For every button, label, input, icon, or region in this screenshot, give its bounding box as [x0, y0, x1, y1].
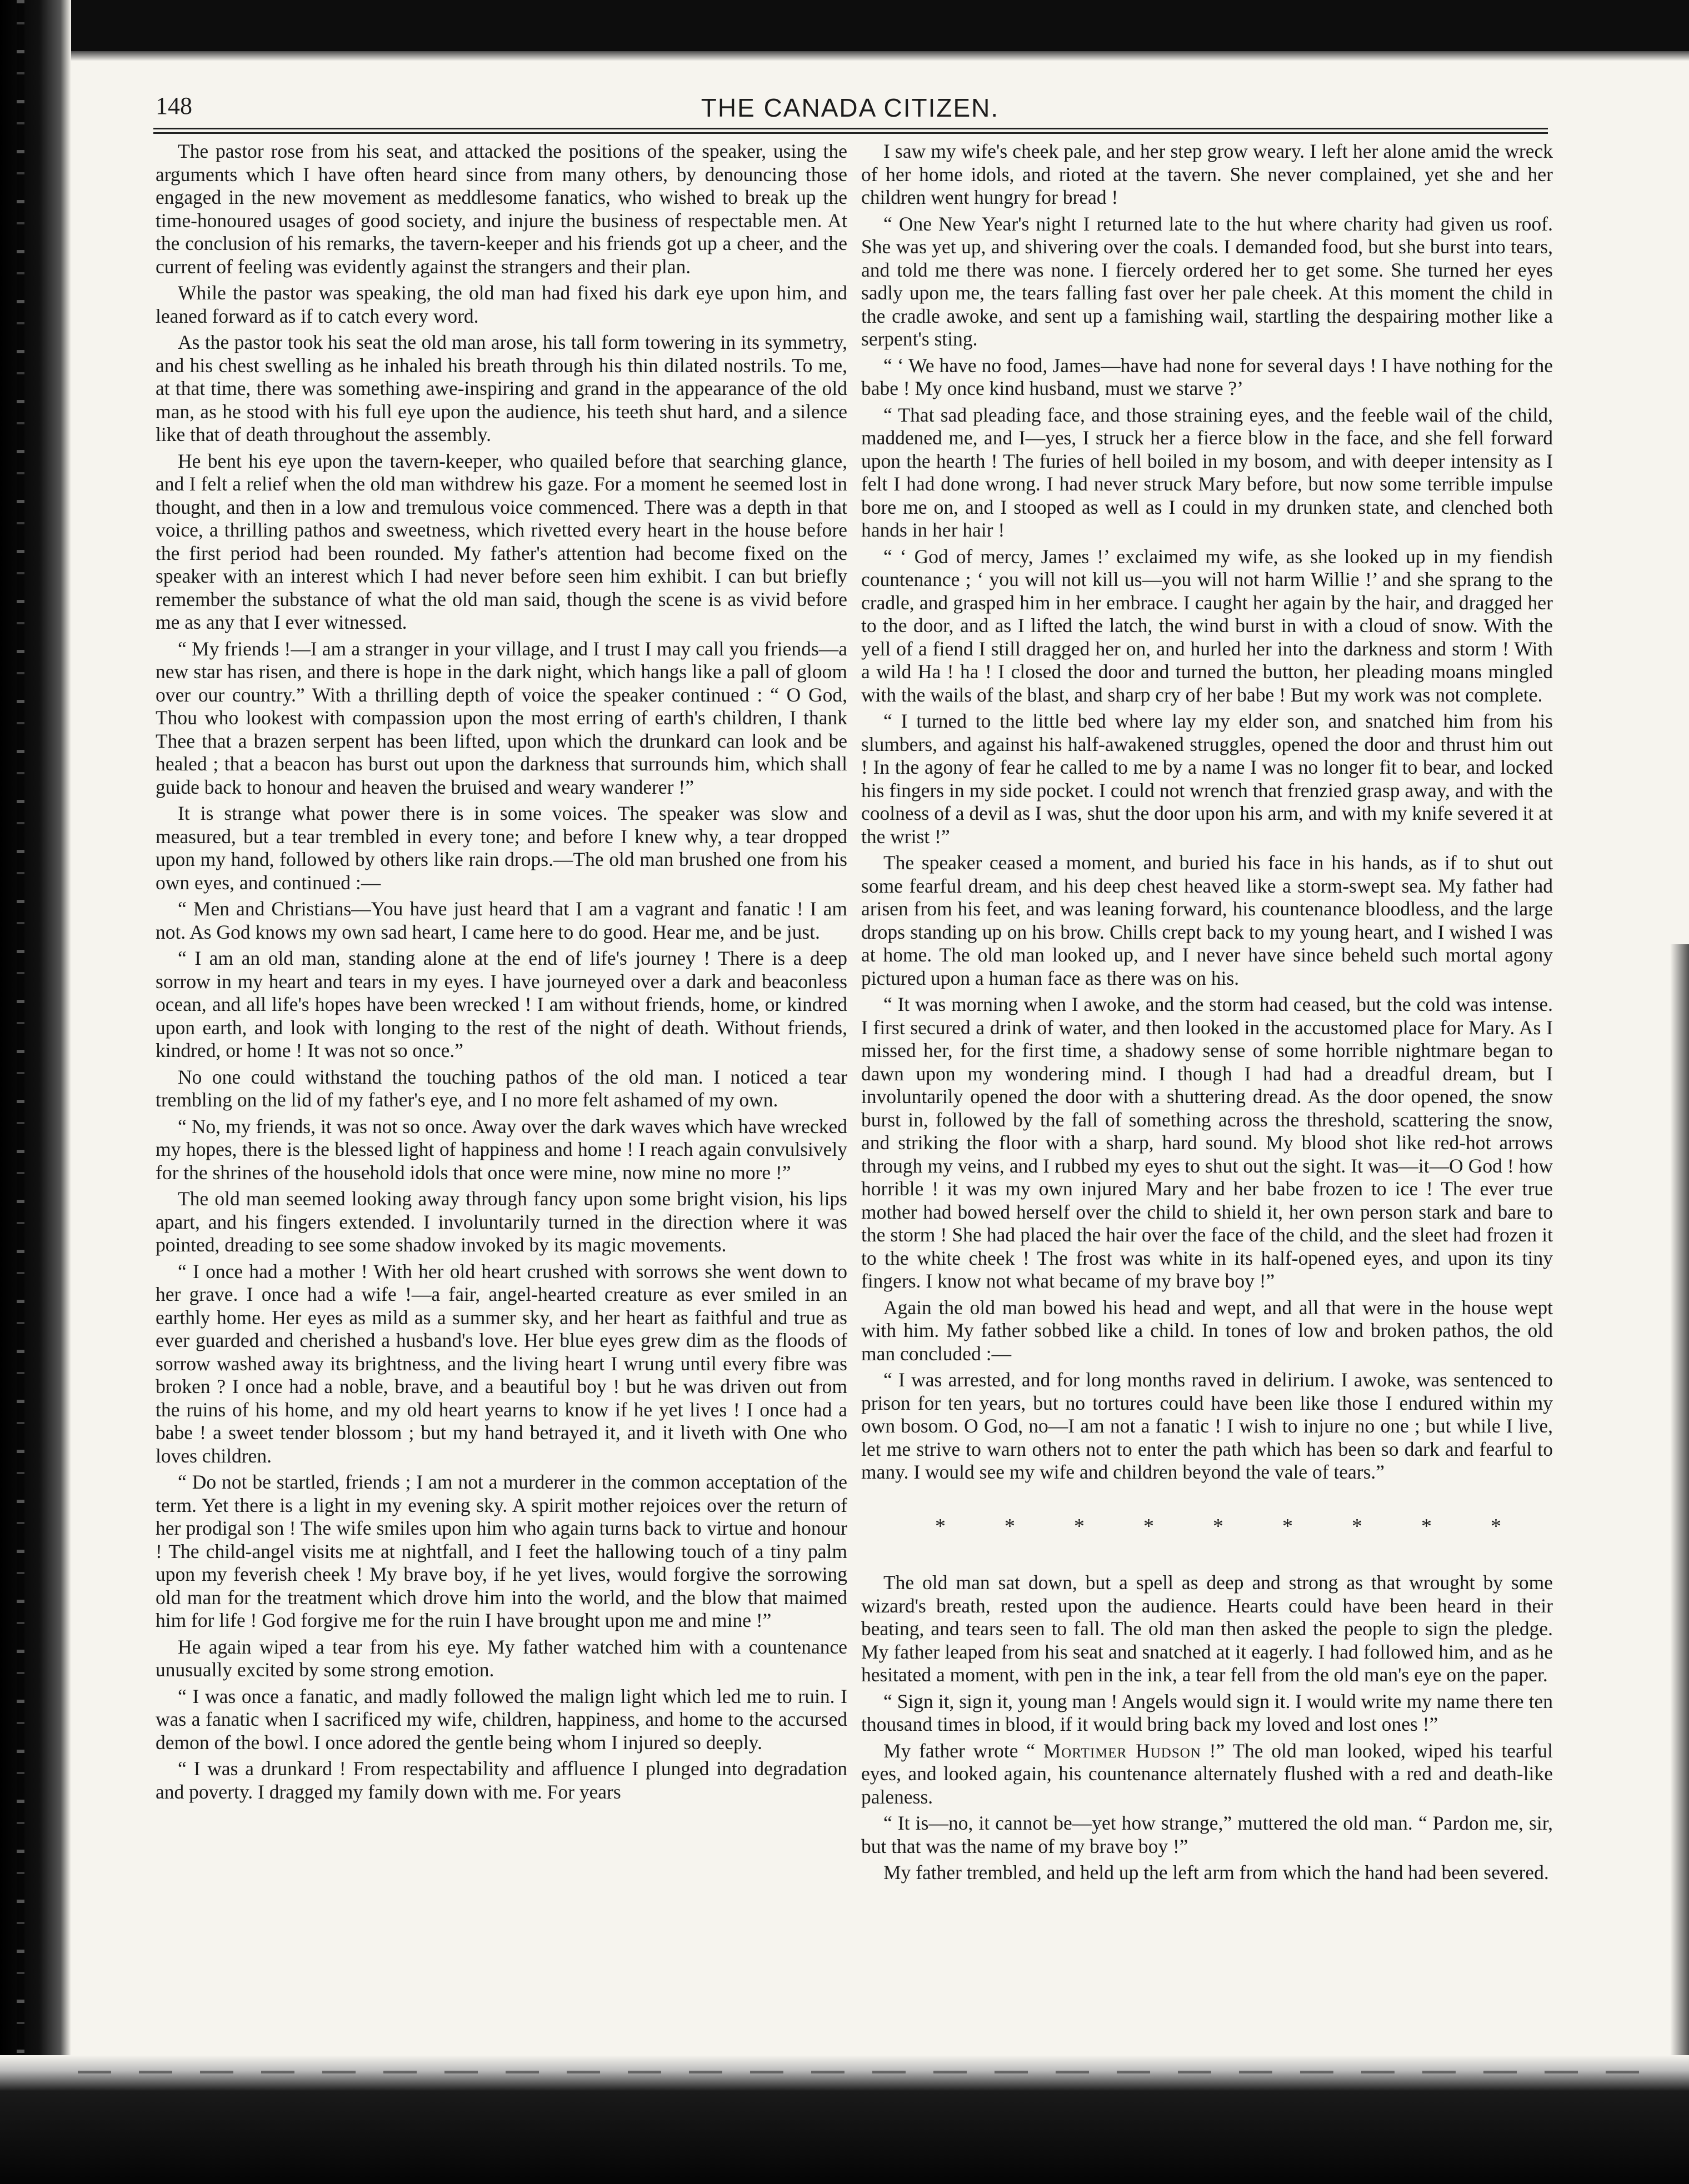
asterisk: *: [1491, 1514, 1501, 1538]
paragraph: “ One New Year's night I returned late to the hut where charity had given us roof. She was yet up, and shivering over the coals. I demanded food, but she burst into tears, and told me there was none. I fiercely ordered her to get some. She turned her eyes sadly upon me, the tears falling fast over her pale cheek. At this moment the child in the cradle awoke, and sent up a famishing wail, startling the despairing mother like a serpent's sting.: [861, 212, 1553, 350]
paragraph: “ My friends !—I am a stranger in your village, and I trust I may call you friends—a new star has risen, and there is hope in the dark night, which hangs like a pall of gloom over our country.” With a thrilling depth of voice the speaker continued : “ O God, Thou who lookest with compassion upon the most erring of earth's children, I thank Thee that a brazen serpent has been lifted, upon which the drunkard can look and be healed ; that a beacon has burst out upon the darkness that surrounds him, which shall guide back to honour and heaven the bruised and weary wanderer !”: [156, 637, 847, 798]
asterisk: *: [1005, 1514, 1015, 1538]
asterisk: *: [1282, 1514, 1293, 1538]
paragraph: “ No, my friends, it was not so once. Away over the dark waves which have wrecked my hopes, there is the blessed light of happiness and home ! I reach again convulsively for the shrines of the household idols that once were mine, now mine no more !”: [156, 1115, 847, 1184]
paragraph: My father trembled, and held up the left arm from which the hand had been severed.: [883, 1861, 1549, 1884]
story-conclusion: [861, 1571, 1553, 1736]
paragraph: “ ‘ We have no food, James—have had none for several days ! I have nothing for the babe ! My once kind husband, must we starve ?’: [861, 354, 1553, 399]
paragraph: “ I was arrested, and for long months raved in delirium. I awoke, was sentenced to prison for ten years, but no tortures could have been like those I endured within my own bosom. O God, no—I am not a fanatic ! I wish to injure no one ; but while I live, let me strive to warn others not to enter the path which has been so dark and fearful to many. I would see my wife and children beyond the vale of tears.”: [861, 1369, 1553, 1483]
paragraph: Again the old man bowed his head and wept, and all that were in the house wept with him. My father sobbed like a child. In tones of low and broken pathos, the old man concluded :—: [861, 1296, 1553, 1365]
paragraph: “ I once had a mother ! With her old heart crushed with sorrows she went down to her grave. I once had a wife !—a fair, angel-hearted creature as ever smiled in an earthly home. Her eyes as mild as a summer sky, and her heart as faithful and true as ever guarded and cherished a husband's love. Her blue eyes grew dim as the floods of sorrow washed away its brightness, and the living heart I wrung until every fibre was broken ? I once had a noble, brave, and a beautiful boy ! but he was driven out from the ruins of his home, and my old heart yearns to know if he yet lives ! I once had a babe ! a sweet tender blossom ; but my hand betrayed it, and it liveth with One who loves children.: [156, 1260, 847, 1467]
paragraph: He bent his eye upon the tavern-keeper, who quailed before that searching glance, and I felt a relief when the old man withdrew his gaze. For a moment he seemed lost in thought, and then in a low and tremulous voice commenced. There was a depth in that voice, a thrilling pathos and sweetness, which rivetted every heart in the house before the first period had been rounded. My father's attention had become fixed on the speaker with an interest which I had never before seen him exhibit. I can but briefly remember the substance of what the old man said, though the scene is as vivid before me as any that I ever witnessed.: [156, 449, 847, 633]
right-text-column: [861, 140, 1553, 1888]
paragraph: “ I am an old man, standing alone at the end of life's journey ! There is a deep sorrow in my heart and tears in my eyes. I have journeyed over a dark and beaconless ocean, and all life's hopes have been wrecked ! I am without friends, home, or kindred upon earth, and look with longing to the rest of the night of death. Without friends, kindred, or home ! It was not so once.”: [156, 947, 847, 1061]
scan-bottom-border: [0, 2055, 1689, 2184]
scan-top-border: [0, 0, 1689, 51]
signed-name: Mortimer Hudson: [1043, 1739, 1201, 1762]
page-header: [156, 92, 1545, 131]
signature-paragraph: My father wrote “ Mortimer Hudson !” The old man looked, wiped his tearful eyes, and looked again, his countenance alternately flushed with a red and death-like paleness.: [861, 1739, 1553, 1808]
asterisk: *: [1352, 1514, 1362, 1538]
asterisk: *: [1421, 1514, 1432, 1538]
page-number: 148: [156, 92, 192, 119]
paragraph: “ I was once a fanatic, and madly followed the malign light which led me to ruin. I was a fanatic when I sacrificed my wife, children, happiness, and home to the accursed demon of the bowl. I once adored the gentle being whom I injured so deeply.: [156, 1685, 847, 1754]
paragraph: No one could withstand the touching pathos of the old man. I noticed a tear trembling on the lid of my father's eye, and I no more felt ashamed of my own.: [156, 1065, 847, 1111]
paragraph: “ It was morning when I awoke, and the storm had ceased, but the cold was intense. I first secured a drink of water, and then looked in the accustomed place for Mary. As I missed her, for the first time, a shadowy sense of some horrible nightmare began to dawn upon my wondering mind. I though I had had a dreadful dream, but I involuntarily opened the door with a shuttering dread. As the door opened, the snow burst in, followed by the fall of something across the threshold, scattering the snow, and striking the floor with a sharp, hard sound. My blood shot like red-hot arrows through my veins, and I rubbed my eyes to shut out the sight. It was—it—O God ! how horrible ! it was my own injured Mary and her babe frozen to ice ! The ever true mother had bowed herself over the child to shield it, her own person stark and bare to the storm ! She had placed the hair over the face of the child, and the sleet had frozen it to the white cheek ! The frost was white in its half-opened eyes, and upon its tiny fingers. I know not what became of my brave boy !”: [861, 993, 1553, 1292]
asterisk: *: [1074, 1514, 1085, 1538]
left-text-column: [156, 140, 847, 1807]
asterisk: *: [935, 1514, 946, 1538]
paragraph: It is strange what power there is in some voices. The speaker was slow and measured, but a tear trembled in every tone; and before I knew why, a tear dropped upon my hand, followed by others like rain drops.—The old man brushed one from his own eyes, and continued :—: [156, 802, 847, 894]
paragraph: “ I was a drunkard ! From respectability and affluence I plunged into degradation and poverty. I dragged my family down with me. For years: [156, 1757, 847, 1803]
paragraph: “ Sign it, sign it, young man ! Angels would sign it. I would write my name there ten thousand times in blood, if it would bring back my loved and lost ones !”: [861, 1690, 1553, 1735]
scan-top-shadow: [0, 51, 1689, 61]
story-continuation: [861, 140, 1553, 1484]
paragraph: The old man seemed looking away through fancy upon some bright vision, his lips apart, and his fingers extended. I involuntarily turned in the direction where it was pointed, dreading to see some shadow invoked by its magic movements.: [156, 1188, 847, 1256]
paragraph: The pastor rose from his seat, and attacked the positions of the speaker, using the arguments which I have often heard since from many others, by denouncing those engaged in the new movement as meddlesome fanatics, who wished to break up the time-honoured usages of good society, and injure the business of respectable men. At the conclusion of his remarks, the tavern-keeper and his friends got up a cheer, and the current of feeling was evidently against the strangers and their plan.: [156, 140, 847, 278]
header-rule-bottom: [153, 132, 1548, 134]
paragraph: “ Do not be startled, friends ; I am not a murderer in the common acceptation of the term. Yet there is a light in my evening sky. A spirit mother rejoices over the return of her prodigal son ! The wife smiles upon him who again turns back to virtue and honour ! The child-angel visits me at nightfall, and I feet the hallowing touch of a tiny palm upon my feverish cheek ! My brave boy, if he yet lives, would forgive the sorrowing old man for the treatment which drove him into the world, and the blow that maimed him for life ! God forgive me for the ruin I have brought upon me and mine !”: [156, 1471, 847, 1631]
story-ending: [861, 1812, 1553, 1885]
paragraph: While the pastor was speaking, the old man had fixed his dark eye upon him, and leaned forward as if to catch every word.: [156, 282, 847, 327]
scan-binding-edge: [0, 0, 71, 2184]
section-break: [861, 1487, 1553, 1572]
paragraph: “ I turned to the little bed where lay my elder son, and snatched him from his slumbers, and against his half-awakened struggles, opened the door and thrust him out ! In the agony of fear he called to me by a name I was no longer fit to bear, and locked his fingers in my side pocket. I could not wrench that frenzied grasp away, and with the coolness of a devil as I was, shut the door upon his arm, and with my knife severed it at the wrist !”: [861, 710, 1553, 848]
paragraph: The speaker ceased a moment, and buried his face in his hands, as if to shut out some fearful dream, and his deep chest heaved like a storm-swept sea. My father had arisen from his feet, and was leaning forward, his countenance bloodless, and the large drops standing up on his brow. Chills crept back to my young heart, and I wished I was at home. The old man looked up, and I never have since beheld such mortal agony pictured upon a human face as there was on his.: [861, 851, 1553, 989]
paragraph: “ ‘ God of mercy, James !’ exclaimed my wife, as she looked up in my fiendish countenance ; ‘ you will not kill us—you will not harm Willie !’ and she sprang to the cradle, and grasped him in her embrace. I caught her again by the hair, and dragged her to the door, and as I lifted the latch, the wind burst in with a cloud of snow. With the yell of a fiend I still dragged her on, and hurled her into the darkness and storm ! With a wild Ha ! ha ! I closed the door and turned the button, her pleading moans mingled with the wails of the blast, and sharp cry of her babe ! But my work was not complete.: [861, 545, 1553, 706]
paragraph: As the pastor took his seat the old man arose, his tall form towering in its symmetry, and his chest swelling as he inhaled his breath through his thin dilated nostrils. To me, at that time, there was something awe-inspiring and grand in the appearance of the old man, as he stood with his full eye upon the audience, his teeth shut hard, and a silence like that of death throughout the assembly.: [156, 331, 847, 445]
header-rule-top: [153, 128, 1548, 129]
paragraph: “ That sad pleading face, and those straining eyes, and the feeble wail of the child, maddened me, and I—yes, I struck her a fierce blow in the face, and she fell forward upon the hearth ! The furies of hell boiled in my bosom, and with deeper intensity as I felt I had done wrong. I had never struck Mary before, but now some terrible impulse bore me on, and I stooped as well as I could in my drunken state, and clenched both hands in her hair !: [861, 403, 1553, 541]
asterisk: *: [1213, 1514, 1223, 1538]
paragraph: “ It is—no, it cannot be—yet how strange,” muttered the old man. “ Pardon me, sir, but that was the name of my brave boy !”: [861, 1812, 1553, 1857]
paragraph: I saw my wife's cheek pale, and her step grow weary. I left her alone amid the wreck of her home idols, and rioted at the tavern. She never complained, yet she and her children went hungry for bread !: [861, 140, 1553, 208]
publication-title: THE CANADA CITIZEN.: [701, 93, 1000, 122]
paragraph: “ Men and Christians—You have just heard that I am a vagrant and fanatic ! I am not. As God knows my own sad heart, I came here to do good. Hear me, and be just.: [156, 898, 847, 943]
asterisk: *: [1143, 1514, 1154, 1538]
paragraph: He again wiped a tear from his eye. My father watched him with a countenance unusually excited by some strong emotion.: [156, 1635, 847, 1681]
paragraph: The old man sat down, but a spell as deep and strong as that wrought by some wizard's breath, rested upon the audience. Hearts could have been heard in their beating, and tears seen to fall. The old man then asked the people to sign the pledge. My father leaped from his seat and snatched at it eagerly. I had followed him, and as he hesitated a moment, with pen in the ink, a tear fell from the old man's eye on the paper.: [861, 1571, 1553, 1686]
scan-right-edge: [1670, 944, 1689, 2055]
